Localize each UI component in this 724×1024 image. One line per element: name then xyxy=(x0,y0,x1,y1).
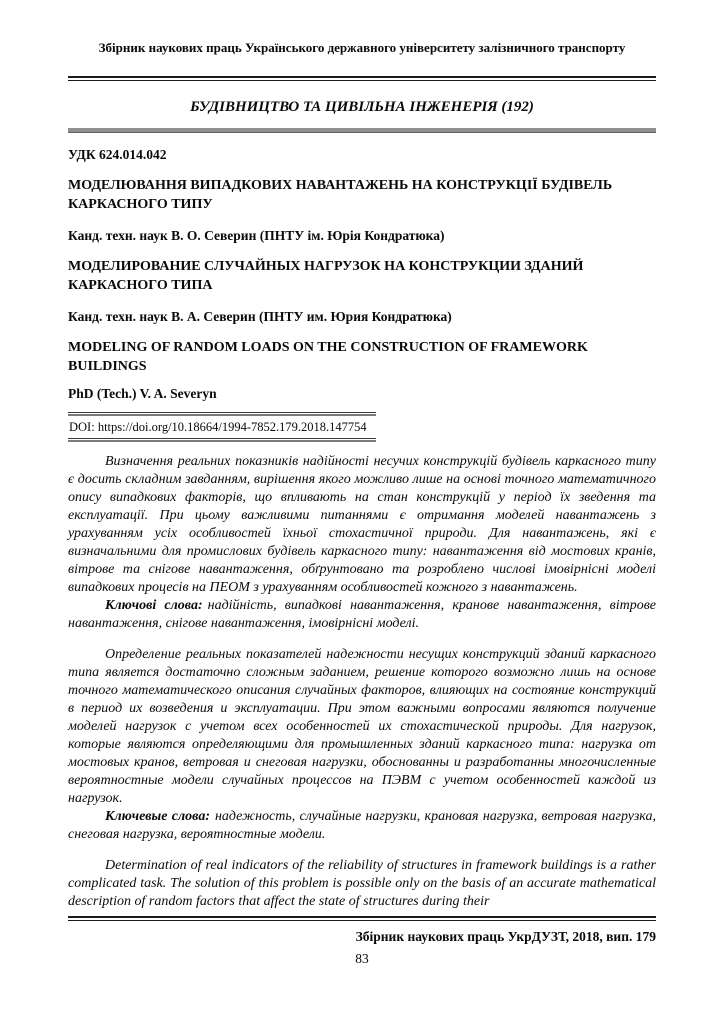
section-title: БУДІВНИЦТВО ТА ЦИВІЛЬНА ІНЖЕНЕРІЯ (192) xyxy=(190,99,534,115)
abstract-ru: Определение реальных показателей надежности несущих конструкций зданий каркасного типа является достаточно сложным заданием, решение которого возможно лишь на основе точного математического описания случайных факторов, влияющих на состояние конструкций в период их возведения и эксплуатации. При этом важными вопросами являются получение моделей нагрузок с учетом всех особенностей их стохастической природы. Для нагрузок, которые являются определяющими для промышленных зданий каркасного типа: нагрузка от мостовых кранов, ветровая и снеговая нагрузки, обоснованны и разработанны многочисленные вероятностные модели случайных процессов на ПЭВМ с учетом особенностей каждой из нагрузок. xyxy=(68,646,656,806)
header-double-rule xyxy=(68,76,656,81)
section-rule xyxy=(68,128,656,133)
article-author-uk: Канд. техн. наук В. О. Северин (ПНТУ ім. Юрія Кондратюка) xyxy=(68,227,445,243)
keywords-uk-text: надійність, випадкові навантаження, кранове навантаження, вітрове навантаження, снігове навантаження, імовірнісні моделі. xyxy=(68,597,656,631)
keywords-uk-label: Ключові слова: xyxy=(105,597,203,613)
page-footer xyxy=(68,916,656,967)
doi-line: DOI: https://doi.org/10.18664/1994-7852.179.2018.147754 xyxy=(69,419,367,434)
article-author-en: PhD (Tech.) V. A. Severyn xyxy=(68,385,217,401)
article-title-ru: МОДЕЛИРОВАНИЕ СЛУЧАЙНЫХ НАГРУЗОК НА КОНСТРУКЦИИ ЗДАНИЙ КАРКАСНОГО ТИПА xyxy=(68,258,584,293)
keywords-ru-label: Ключевые слова: xyxy=(105,808,210,824)
abstract-en: Determination of real indicators of the reliability of structures in framework buildings is a rather complicated task. The solution of this problem is possible only on the basis of an accurate mathematical description of random factors that affect the state of structures during their xyxy=(68,857,656,909)
page-number: 83 xyxy=(355,951,369,966)
keywords-ru xyxy=(68,808,656,844)
article-author-ru: Канд. техн. наук В. А. Северин (ПНТУ им. Юрия Кондратюка) xyxy=(68,308,452,324)
footer-double-rule xyxy=(68,916,656,921)
journal-issue-line: Збірник наукових праць УкрДУЗТ, 2018, вип. 179 xyxy=(355,929,656,944)
keywords-uk xyxy=(68,597,656,633)
doi-rule-bottom xyxy=(68,438,376,442)
abstract-uk: Визначення реальних показників надійності несучих конструкцій будівель каркасного типу є досить складним завданням, вирішення якого можливо лише на основі точного математичного опису випадкових факторів, що впливають на стан конструкцій у період їх зведення та експлуатації. При цьому важливими питаннями є отримання моделей навантажень з урахуванням усіх особливостей їхньої стохастичної природи. Для навантажень, які є визначальними для промислових будівель каркасного типу: навантаження від мостових кранів, вітрове та снігове навантаження, обґрунтовано та розроблено числові імовірнісні моделі випадкових процесів на ПЕОМ з урахуванням особливостей кожного з навантажень. xyxy=(68,453,656,595)
article-title-uk: МОДЕЛЮВАННЯ ВИПАДКОВИХ НАВАНТАЖЕНЬ НА КОНСТРУКЦІЇ БУДІВЕЛЬ КАРКАСНОГО ТИПУ xyxy=(68,177,613,212)
article-title-en: MODELING OF RANDOM LOADS ON THE CONSTRUCTION OF FRAMEWORK BUILDINGS xyxy=(68,339,588,374)
keywords-ru-text: надежность, случайные нагрузки, крановая нагрузка, ветровая нагрузка, снеговая нагрузка, вероятностные модели. xyxy=(68,808,656,842)
doi-block xyxy=(68,412,376,442)
udc-code: УДК 624.014.042 xyxy=(68,146,167,162)
running-head: Збірник наукових праць Українського державного університету залізничного транспорту xyxy=(98,40,626,55)
